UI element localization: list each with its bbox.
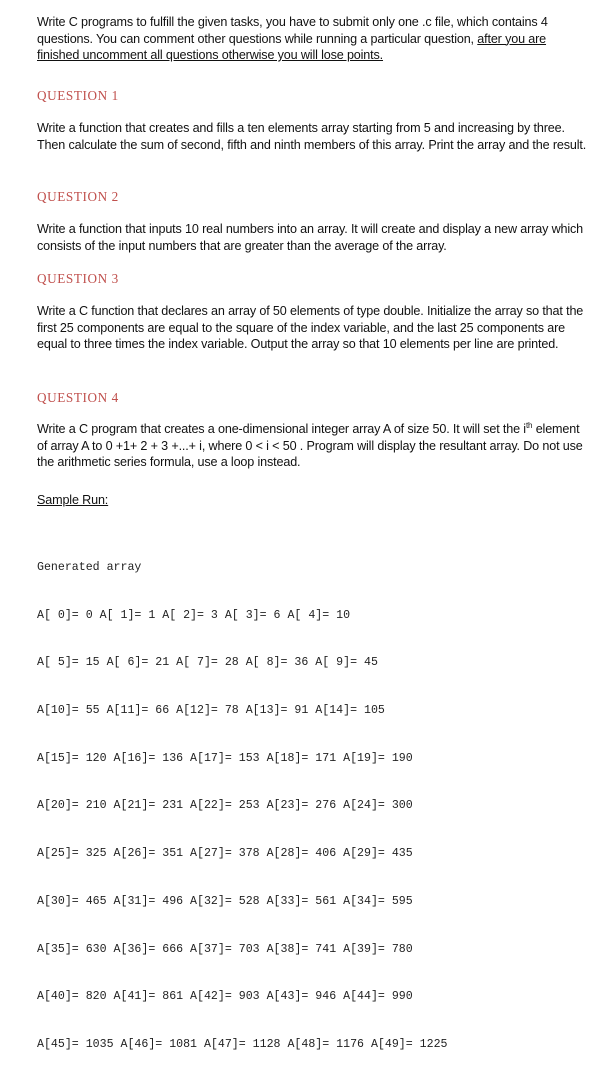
intro-text: Write C programs to fulfill the given tasks, you have to submit only one .c file, which contains 4 questions. You can comment other questions while running a particular question, xyxy=(37,15,548,46)
output-line: A[30]= 465 A[31]= 496 A[32]= 528 A[33]= 561 A[34]= 595 xyxy=(37,894,413,908)
question-2-text: Write a function that inputs 10 real numbers into an array. It will create and display a new array which consists of the input numbers that are greater than the average of the array. xyxy=(37,222,584,253)
intro-paragraph xyxy=(37,14,587,64)
question-1-heading: QUESTION 1 xyxy=(37,88,119,103)
question-4-text xyxy=(37,421,587,471)
output-line: A[20]= 210 A[21]= 231 A[22]= 253 A[23]= 276 A[24]= 300 xyxy=(37,799,413,813)
question-3-heading: QUESTION 3 xyxy=(37,271,119,286)
question-1-text: Write a function that creates and fills a ten elements array starting from 5 and increasing by three. Then calculate the sum of second, fifth and ninth members of this array. Print the array and the result. xyxy=(37,121,587,152)
output-line: A[15]= 120 A[16]= 136 A[17]= 153 A[18]= 171 A[19]= 190 xyxy=(37,751,413,765)
output-line: A[ 5]= 15 A[ 6]= 21 A[ 7]= 28 A[ 8]= 36 A[ 9]= 45 xyxy=(37,656,378,670)
question-4-text-part1: Write a C program that creates a one-dimensional integer array A of size 50. It will set the i xyxy=(37,422,526,436)
output-line: A[45]= 1035 A[46]= 1081 A[47]= 1128 A[48]= 1176 A[49]= 1225 xyxy=(37,1038,448,1051)
question-4-superscript: th xyxy=(525,420,533,430)
question-4-text-part2: element of array A to 0 +1+ 2 + 3 +...+ i, where 0 < i < 50 . Program will display the resultant array. Do not use the arithmetic series formula, use a loop instead. xyxy=(37,422,583,469)
sample-run-output xyxy=(37,528,448,1085)
output-line: A[25]= 325 A[26]= 351 A[27]= 378 A[28]= 406 A[29]= 435 xyxy=(37,847,413,861)
output-line: A[10]= 55 A[11]= 66 A[12]= 78 A[13]= 91 A[14]= 105 xyxy=(37,703,385,717)
question-3-text: Write a C function that declares an array of 50 elements of type double. Initialize the array so that the first 25 components are equal to the square of the index variable, and the last 25 components are equal to three times the index variable. Output the array so that 10 elements per line are printed. xyxy=(37,304,584,351)
output-line: Generated array xyxy=(37,560,142,574)
question-4-heading: QUESTION 4 xyxy=(37,390,119,405)
output-line: A[35]= 630 A[36]= 666 A[37]= 703 A[38]= 741 A[39]= 780 xyxy=(37,942,413,956)
sample-run-label: Sample Run: xyxy=(37,493,109,507)
intro-underlined-warning: after you are finished uncomment all questions otherwise you will lose points. xyxy=(37,31,547,62)
output-line: A[40]= 820 A[41]= 861 A[42]= 903 A[43]= 946 A[44]= 990 xyxy=(37,990,413,1004)
output-line: A[ 0]= 0 A[ 1]= 1 A[ 2]= 3 A[ 3]= 6 A[ 4]= 10 xyxy=(37,608,351,622)
question-2-heading: QUESTION 2 xyxy=(37,189,119,204)
